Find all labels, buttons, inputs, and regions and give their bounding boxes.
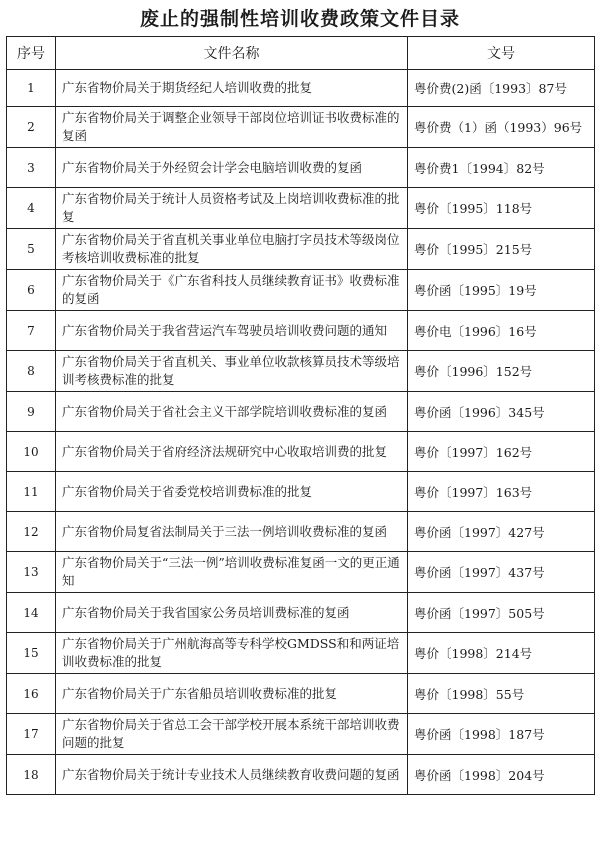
row-file-name: 广东省物价局关于统计人员资格考试及上岗培训收费标准的批复 bbox=[56, 188, 408, 229]
row-file-name: 广东省物价局关于广东省船员培训收费标准的批复 bbox=[56, 674, 408, 714]
row-serial: 18 bbox=[7, 755, 56, 795]
table-row bbox=[7, 432, 595, 472]
row-serial: 10 bbox=[7, 432, 56, 472]
row-file-name: 广东省物价局关于我省营运汽车驾驶员培训收费问题的通知 bbox=[56, 311, 408, 351]
row-doc-number: 粤价电〔1996〕16号 bbox=[408, 311, 595, 351]
row-file-name: 广东省物价局关于“三法一例”培训收费标准复函一文的更正通知 bbox=[56, 552, 408, 593]
row-serial: 8 bbox=[7, 351, 56, 392]
row-doc-number: 粤价函〔1997〕427号 bbox=[408, 512, 595, 552]
table-row bbox=[7, 633, 595, 674]
row-serial: 5 bbox=[7, 229, 56, 270]
row-serial: 6 bbox=[7, 270, 56, 311]
row-serial: 16 bbox=[7, 674, 56, 714]
row-serial: 11 bbox=[7, 472, 56, 512]
table-row bbox=[7, 270, 595, 311]
row-file-name: 广东省物价局关于我省国家公务员培训费标准的复函 bbox=[56, 593, 408, 633]
row-doc-number: 粤价函〔1998〕204号 bbox=[408, 755, 595, 795]
row-file-name: 广东省物价局关于省委党校培训费标准的批复 bbox=[56, 472, 408, 512]
table-row bbox=[7, 107, 595, 148]
row-serial: 12 bbox=[7, 512, 56, 552]
policy-table bbox=[6, 36, 595, 795]
row-doc-number: 粤价〔1995〕118号 bbox=[408, 188, 595, 229]
header-doc-number: 文号 bbox=[408, 37, 595, 70]
header-file-name: 文件名称 bbox=[56, 37, 408, 70]
row-file-name: 广东省物价局关于调整企业领导干部岗位培训证书收费标准的复函 bbox=[56, 107, 408, 148]
row-doc-number: 粤价函〔1995〕19号 bbox=[408, 270, 595, 311]
table-row bbox=[7, 512, 595, 552]
row-serial: 15 bbox=[7, 633, 56, 674]
row-doc-number: 粤价费1〔1994〕82号 bbox=[408, 148, 595, 188]
row-doc-number: 粤价〔1996〕152号 bbox=[408, 351, 595, 392]
table-row bbox=[7, 311, 595, 351]
row-file-name: 广东省物价局关于广州航海高等专科学校GMDSS和和两证培训收费标准的批复 bbox=[56, 633, 408, 674]
table-row bbox=[7, 593, 595, 633]
table-row bbox=[7, 70, 595, 107]
row-doc-number: 粤价费(2)函〔1993〕87号 bbox=[408, 70, 595, 107]
row-file-name: 广东省物价局关于省社会主义干部学院培训收费标准的复函 bbox=[56, 392, 408, 432]
table-row bbox=[7, 392, 595, 432]
table-row bbox=[7, 229, 595, 270]
row-serial: 3 bbox=[7, 148, 56, 188]
row-file-name: 广东省物价局关于省府经济法规研究中心收取培训费的批复 bbox=[56, 432, 408, 472]
row-doc-number: 粤价函〔1997〕505号 bbox=[408, 593, 595, 633]
page-title: 废止的强制性培训收费政策文件目录 bbox=[139, 8, 460, 30]
row-serial: 2 bbox=[7, 107, 56, 148]
row-doc-number: 粤价〔1998〕55号 bbox=[408, 674, 595, 714]
row-file-name: 广东省物价局关于省直机关、事业单位收款核算员技术等级培训考核费标准的批复 bbox=[56, 351, 408, 392]
table-row bbox=[7, 552, 595, 593]
table-row bbox=[7, 188, 595, 229]
row-file-name: 广东省物价局关于期货经纪人培训收费的批复 bbox=[56, 70, 408, 107]
row-file-name: 广东省物价局关于省直机关事业单位电脑打字员技术等级岗位考核培训收费标准的批复 bbox=[56, 229, 408, 270]
row-serial: 7 bbox=[7, 311, 56, 351]
row-doc-number: 粤价〔1997〕162号 bbox=[408, 432, 595, 472]
table-header-row bbox=[7, 37, 595, 70]
row-serial: 9 bbox=[7, 392, 56, 432]
row-file-name: 广东省物价局关于统计专业技术人员继续教育收费问题的复函 bbox=[56, 755, 408, 795]
row-doc-number: 粤价〔1998〕214号 bbox=[408, 633, 595, 674]
row-serial: 17 bbox=[7, 714, 56, 755]
row-serial: 4 bbox=[7, 188, 56, 229]
row-file-name: 广东省物价局关于《广东省科技人员继续教育证书》收费标准的复函 bbox=[56, 270, 408, 311]
row-doc-number: 粤价〔1997〕163号 bbox=[408, 472, 595, 512]
row-doc-number: 粤价函〔1997〕437号 bbox=[408, 552, 595, 593]
row-serial: 1 bbox=[7, 70, 56, 107]
row-doc-number: 粤价费（1）函（1993）96号 bbox=[408, 107, 595, 148]
table-row bbox=[7, 472, 595, 512]
row-doc-number: 粤价函〔1996〕345号 bbox=[408, 392, 595, 432]
row-serial: 14 bbox=[7, 593, 56, 633]
table-row bbox=[7, 755, 595, 795]
row-doc-number: 粤价函〔1998〕187号 bbox=[408, 714, 595, 755]
row-file-name: 广东省物价局复省法制局关于三法一例培训收费标准的复函 bbox=[56, 512, 408, 552]
table-row bbox=[7, 674, 595, 714]
header-serial: 序号 bbox=[7, 37, 56, 70]
table-row bbox=[7, 351, 595, 392]
row-serial: 13 bbox=[7, 552, 56, 593]
table-row bbox=[7, 148, 595, 188]
row-file-name: 广东省物价局关于外经贸会计学会电脑培训收费的复函 bbox=[56, 148, 408, 188]
row-file-name: 广东省物价局关于省总工会干部学校开展本系统干部培训收费问题的批复 bbox=[56, 714, 408, 755]
row-doc-number: 粤价〔1995〕215号 bbox=[408, 229, 595, 270]
table-row bbox=[7, 714, 595, 755]
